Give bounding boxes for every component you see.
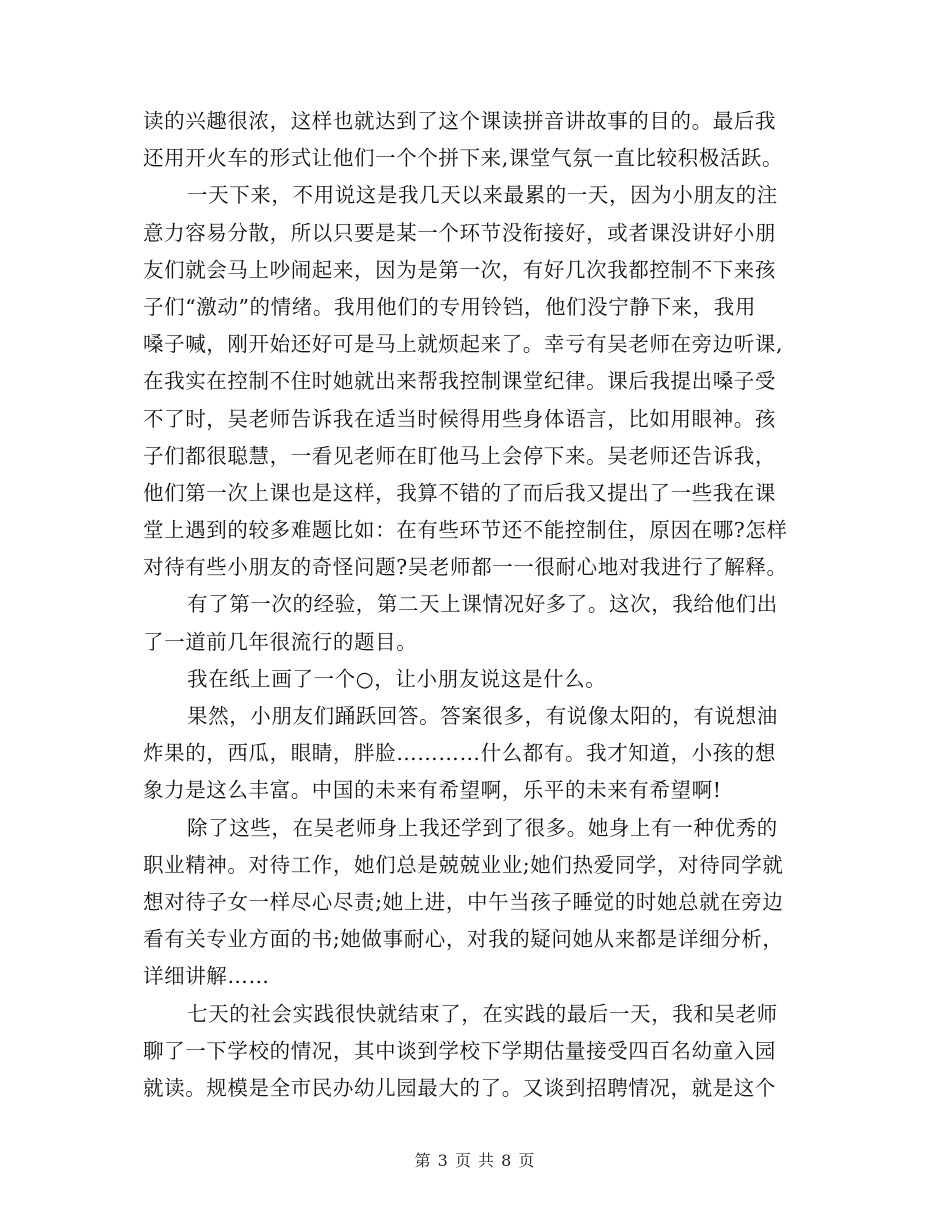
text-line: 不了时，吴老师告诉我在适当时候得用些身体语言，比如用眼神。孩 (143, 406, 776, 431)
text-line: 友们就会马上吵闹起来，因为是第一次，有好几次我都控制不下来孩 (143, 257, 776, 282)
page-footer: 第 3 页 共 8 页 (414, 1151, 536, 1170)
text-line: 我在纸上画了一个○，让小朋友说这是什么。 (187, 666, 607, 691)
text-line: 在我实在控制不住时她就出来帮我控制课堂纪律。课后我提出嗓子受 (143, 369, 776, 394)
text-line: 想对待子女一样尽心尽责;她上进，中午当孩子睡觉的时她总就在旁边 (143, 889, 784, 914)
text-line: 他们第一次上课也是这样，我算不错的了而后我又提出了一些我在课 (143, 480, 776, 505)
text-line: 还用开火车的形式让他们一个个拼下来,课堂气氛一直比较积极活跃。 (143, 146, 784, 171)
text-line: 聊了一下学校的情况，其中谈到学校下学期估量接受四百名幼童入园 (143, 1038, 776, 1063)
text-line: 除了这些，在吴老师身上我还学到了很多。她身上有一种优秀的 (187, 815, 778, 840)
text-line: 嗓子喊，刚开始还好可是马上就烦起来了。幸亏有吴老师在旁边听课, (143, 332, 784, 357)
text-line: 看有关专业方面的书;她做事耐心，对我的疑问她从来都是详细分析， (143, 927, 784, 952)
text-line: 果然，小朋友们踊跃回答。答案很多，有说像太阳的，有说想油 (187, 704, 778, 728)
text-line: 子们“激动”的情绪。我用他们的专用铃铛，他们没宁静下来，我用 (143, 294, 756, 319)
text-line: 对待有些小朋友的奇怪问题?吴老师都一一很耐心地对我进行了解释。 (143, 555, 788, 580)
text-line: 堂上遇到的较多难题比如：在有些环节还不能控制住，原因在哪?怎样 (143, 518, 788, 543)
text-line: 象力是这么丰富。中国的未来有希望啊，乐平的未来有希望啊! (143, 778, 722, 803)
text-line: 详细讲解…… (143, 964, 270, 989)
text-line: 子们都很聪慧，一看见老师在盯他马上会停下来。吴老师还告诉我， (143, 443, 776, 468)
text-line: 炸果的，西瓜，眼睛，胖脸…………什么都有。我才知道，小孩的想 (143, 741, 776, 766)
text-line: 读的兴趣很浓，这样也就达到了这个课读拼音讲故事的目的。最后我 (143, 109, 776, 133)
text-line: 职业精神。对待工作，她们总是兢兢业业;她们热爱同学，对待同学就 (143, 852, 784, 877)
text-line: 有了第一次的经验，第二天上课情况好多了。这次，我给他们出 (187, 592, 778, 617)
text-line: 了一道前几年很流行的题目。 (143, 629, 418, 654)
text-line: 意力容易分散，所以只要是某一个环节没衔接好，或者课没讲好小朋 (143, 220, 776, 245)
text-line: 一天下来，不用说这是我几天以来最累的一天，因为小朋友的注 (187, 183, 778, 208)
body-text (143, 103, 803, 1107)
text-line: 就读。规模是全市民办幼儿园最大的了。又谈到招聘情况，就是这个 (143, 1075, 776, 1100)
text-line: 七天的社会实践很快就结束了，在实践的最后一天，我和吴老师 (187, 1001, 778, 1026)
